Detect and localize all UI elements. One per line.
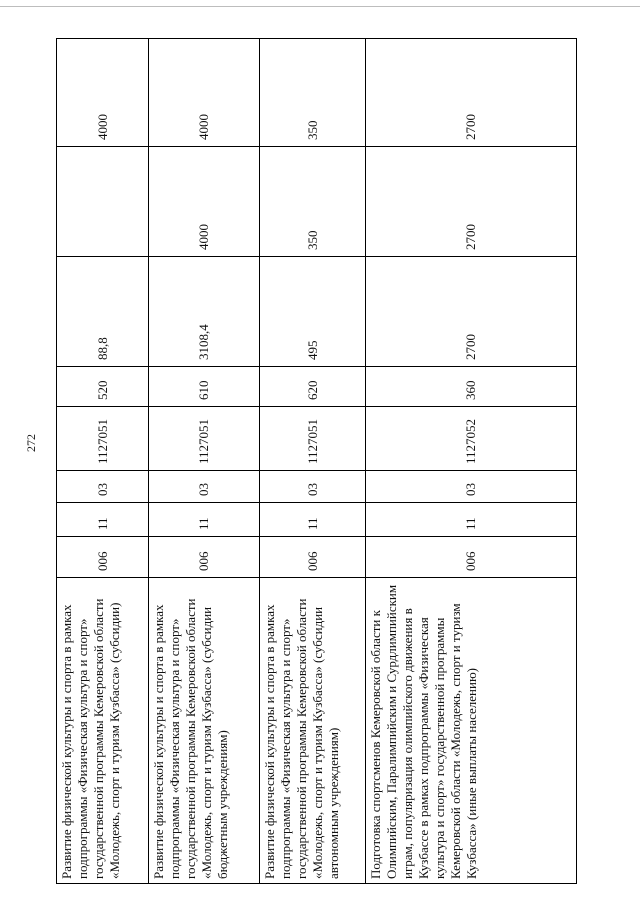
expense-type-code: 610 xyxy=(149,367,260,407)
expense-type-code: 520 xyxy=(57,367,149,407)
ministry-code: 006 xyxy=(260,537,366,578)
amount-value-3: 4000 xyxy=(57,39,149,147)
expense-type-code: 620 xyxy=(260,367,366,407)
page-number: 272 xyxy=(24,434,38,452)
amount-value-1: 88,8 xyxy=(57,257,149,367)
table-row xyxy=(366,39,577,884)
amount-value-2: 2700 xyxy=(366,147,577,257)
top-rule xyxy=(0,6,640,7)
subsection-code: 03 xyxy=(57,471,149,503)
target-article-code: 1127051 xyxy=(149,407,260,471)
subsection-code: 03 xyxy=(260,471,366,503)
row-description: Развитие физической культуры и спорта в рамках подпрограммы «Физическая культура и спорт» государственной программы Кемеровской области «Молодежь, спорт и туризм Кузбасса» (субсидии) xyxy=(57,578,149,884)
subsection-code: 03 xyxy=(149,471,260,503)
amount-value-3: 350 xyxy=(260,39,366,147)
table-row xyxy=(149,39,260,884)
ministry-code: 006 xyxy=(149,537,260,578)
section-code: 11 xyxy=(366,503,577,537)
section-code: 11 xyxy=(57,503,149,537)
row-description: Развитие физической культуры и спорта в рамках подпрограммы «Физическая культура и спорт» государственной программы Кемеровской области «Молодежь, спорт и туризм Кузбасса» (субсидии бюджетным учреждениям) xyxy=(149,578,260,884)
amount-value-2 xyxy=(57,147,149,257)
target-article-code: 1127051 xyxy=(260,407,366,471)
table-row xyxy=(260,39,366,884)
table-row xyxy=(57,39,149,884)
budget-table xyxy=(56,38,577,884)
row-description: Подготовка спортсменов Кемеровской области к Олимпийским, Паралимпийским и Сурдлимпийским играм, популяризация олимпийского движения в Кузбассе в рамках подпрограммы «Физическая культура и спорт» государственной программы Кемеровской области «Молодежь, спорт и туризм Кузбасса» (иные выплаты населению) xyxy=(366,578,577,884)
amount-value-1: 3108,4 xyxy=(149,257,260,367)
ministry-code: 006 xyxy=(366,537,577,578)
target-article-code: 1127051 xyxy=(57,407,149,471)
expense-type-code: 360 xyxy=(366,367,577,407)
amount-value-1: 495 xyxy=(260,257,366,367)
amount-value-3: 2700 xyxy=(366,39,577,147)
section-code: 11 xyxy=(149,503,260,537)
amount-value-2: 4000 xyxy=(149,147,260,257)
budget-table-rotated xyxy=(56,39,576,884)
amount-value-1: 2700 xyxy=(366,257,577,367)
target-article-code: 1127052 xyxy=(366,407,577,471)
row-description: Развитие физической культуры и спорта в рамках подпрограммы «Физическая культура и спорт» государственной программы Кемеровской области «Молодежь, спорт и туризм Кузбасса» (субсидии автономным учреждениям) xyxy=(260,578,366,884)
amount-value-2: 350 xyxy=(260,147,366,257)
section-code: 11 xyxy=(260,503,366,537)
ministry-code: 006 xyxy=(57,537,149,578)
amount-value-3: 4000 xyxy=(149,39,260,147)
subsection-code: 03 xyxy=(366,471,577,503)
